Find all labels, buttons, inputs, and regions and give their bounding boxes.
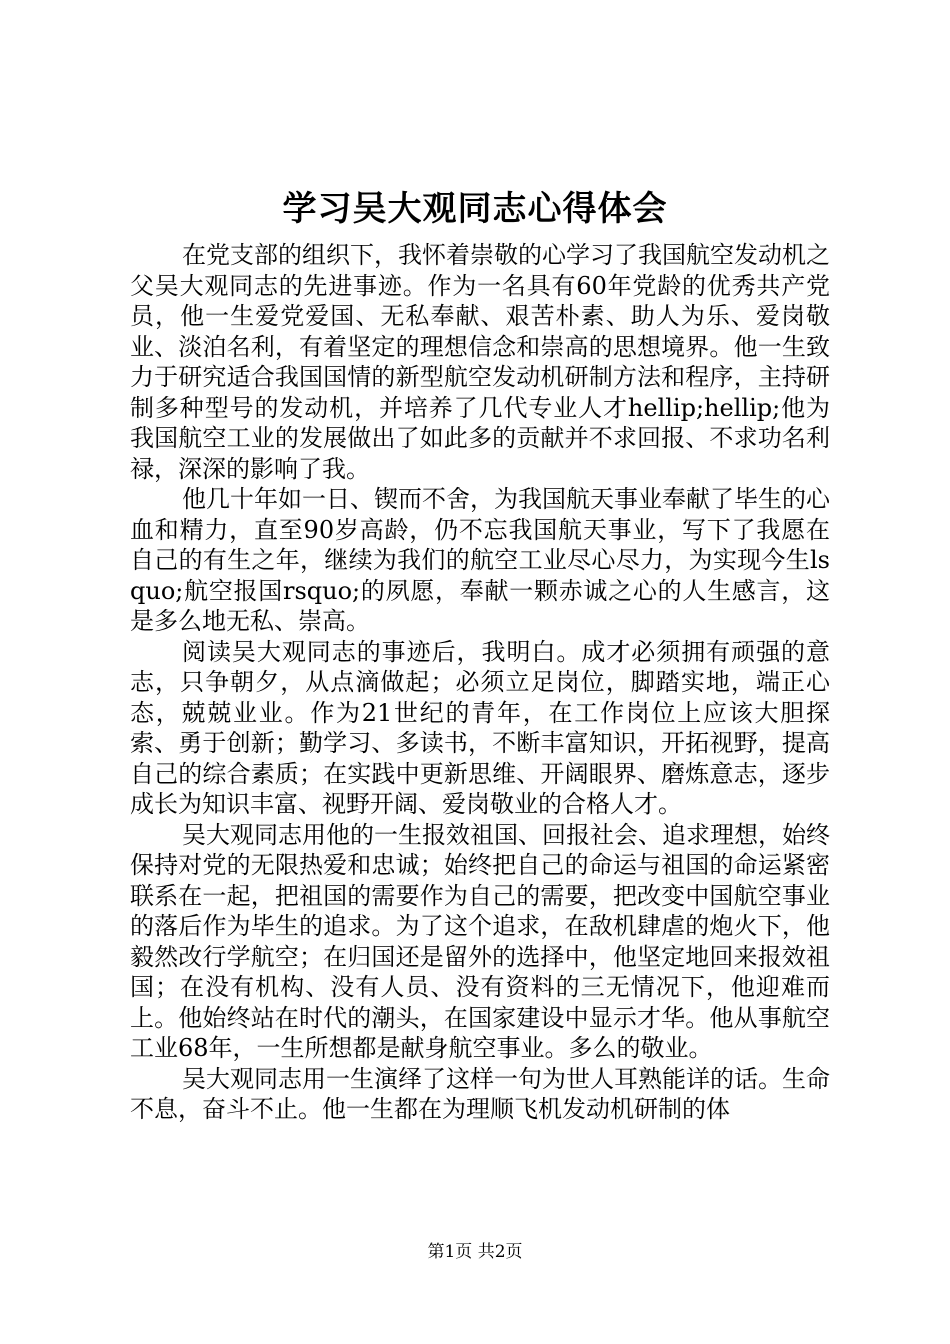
page-number-footer: 第1页 共2页 <box>427 1242 523 1262</box>
document-body <box>130 240 830 1125</box>
paragraph: 他几十年如一日、锲而不舍，为我国航天事业奉献了毕生的心血和精力，直至90岁高龄，仍不忘我国航天事业，写下了我愿在自己的有生之年，继续为我们的航空工业尽心尽力，为实现今生lsquo;航空报国rsquo;的夙愿，奉献一颗赤诚之心的人生感言，这是多么地无私、崇高。 <box>130 485 830 635</box>
document-title: 学习吴大观同志心得体会 <box>282 189 668 229</box>
paragraph: 阅读吴大观同志的事迹后，我明白。成才必须拥有顽强的意志，只争朝夕，从点滴做起；必须立足岗位，脚踏实地，端正心态，兢兢业业。作为21世纪的青年，在工作岗位上应该大胆探索、勇于创新；勤学习、多读书，不断丰富知识，开拓视野，提高自己的综合素质；在实践中更新思维、开阔眼界、磨炼意志，逐步成长为知识丰富、视野开阔、爱岗敬业的合格人才。 <box>130 637 830 818</box>
paragraph: 吴大观同志用一生演绎了这样一句为世人耳熟能详的话。生命不息，奋斗不止。他一生都在为理顺飞机发动机研制的体 <box>130 1064 830 1123</box>
paragraph: 在党支部的组织下，我怀着崇敬的心学习了我国航空发动机之父吴大观同志的先进事迹。作为一名具有60年党龄的优秀共产党员，他一生爱党爱国、无私奉献、艰苦朴素、助人为乐、爱岗敬业、淡泊名利，有着坚定的理想信念和崇高的思想境界。他一生致力于研究适合我国国情的新型航空发动机研制方法和程序，主持研制多种型号的发动机，并培养了几代专业人才hellip;hellip;他为我国航空工业的发展做出了如此多的贡献并不求回报、不求功名利禄，深深的影响了我。 <box>130 241 830 483</box>
paragraph: 吴大观同志用他的一生报效祖国、回报社会、追求理想，始终保持对党的无限热爱和忠诚；始终把自己的命运与祖国的命运紧密联系在一起，把祖国的需要作为自己的需要，把改变中国航空事业的落后作为毕生的追求。为了这个追求，在敌机肆虐的炮火下，他毅然改行学航空；在归国还是留外的选择中，他坚定地回来报效祖国；在没有机构、没有人员、没有资料的三无情况下，他迎难而上。他始终站在时代的潮头，在国家建设中显示才华。他从事航空工业68年，一生所想都是献身航空事业。多么的敬业。 <box>130 820 830 1062</box>
